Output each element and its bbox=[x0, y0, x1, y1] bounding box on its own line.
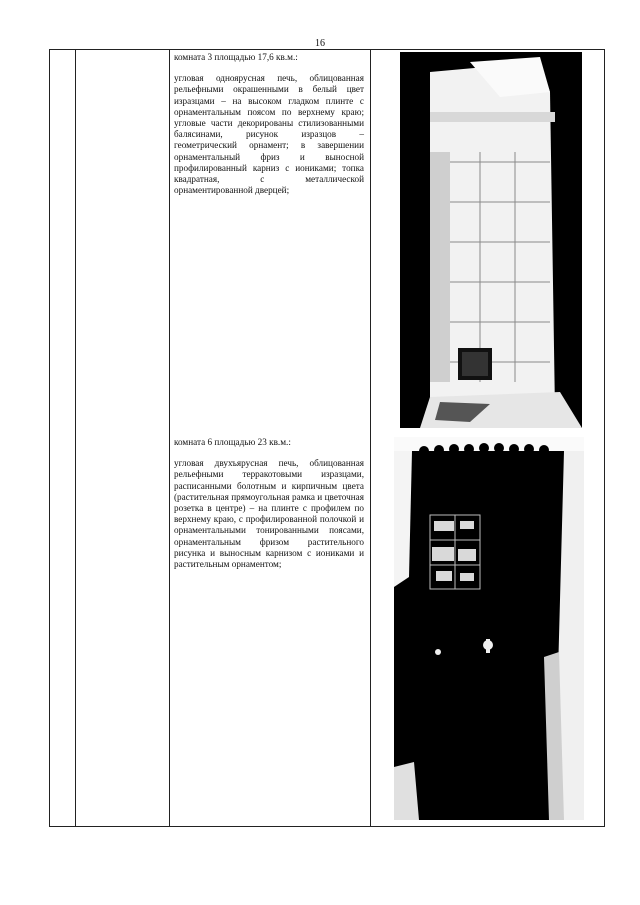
column-divider bbox=[169, 50, 170, 826]
column-divider bbox=[370, 50, 371, 826]
row-1-text bbox=[174, 52, 364, 196]
row-2-text bbox=[174, 437, 364, 570]
stove-description: угловая двухъярусная печь, облицованная рельефными терракотовыми изразцами, расписанными болотным и кирпичным цвета (растительная прямоугольная рамка и цветочная розетка в центре) – на плинте с профилем по верхнему краю, с профилированной полочкой и орнаментальными тонированными поясами, орнаментальным фризом растительного рисунка и выносным карнизом с иониками и растительным орнаментом; bbox=[174, 458, 364, 570]
room-heading: комната 3 площадью 17,6 кв.м.: bbox=[174, 52, 298, 62]
stove-photo-terracotta bbox=[394, 437, 584, 820]
stove-photo-white bbox=[400, 52, 582, 428]
column-divider bbox=[75, 50, 76, 826]
terracotta-stove-image bbox=[394, 437, 584, 820]
page-number: 16 bbox=[315, 38, 325, 49]
room-heading: комната 6 площадью 23 кв.м.: bbox=[174, 437, 291, 447]
stove-description: угловая одноярусная печь, облицованная рельефными окрашенными в белый цвет изразцами – на высоком гладком плинте с орнаментальным поясом по верхнему краю; угловые части декорированы стилизованными балясинами, рисунок изразцов – геометрический орнамент; в завершении орнаментальный фриз и выносной профилированный карниз с иониками; топка квадратная, с металлической орнаментированной дверцей; bbox=[174, 73, 364, 196]
white-stove-image bbox=[400, 52, 582, 428]
